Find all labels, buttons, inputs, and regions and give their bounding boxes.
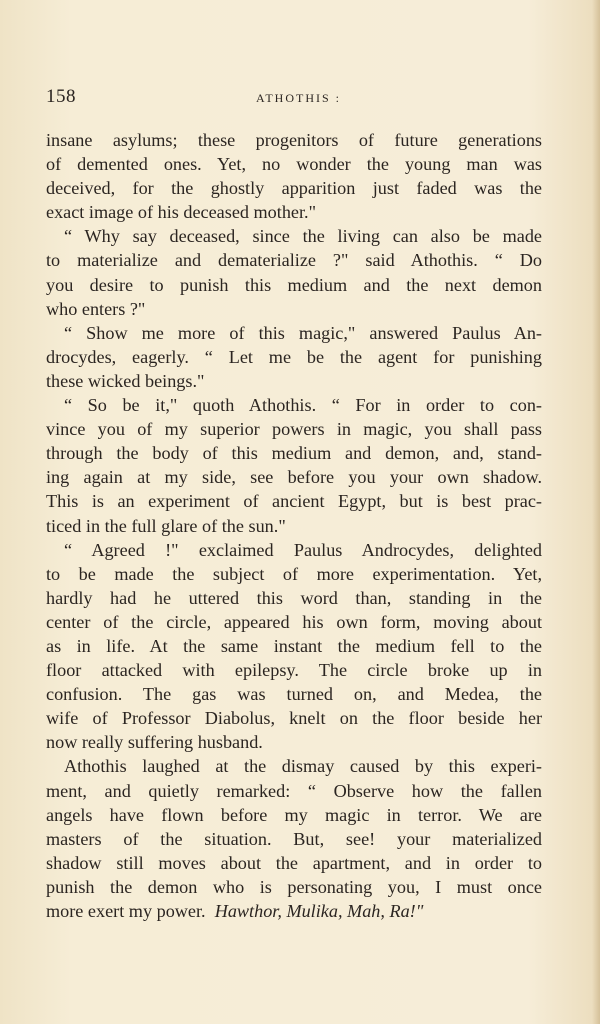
text-line: who enters ?" [46, 298, 146, 319]
text-line: ing again at my side, see before you your own shadow. [46, 467, 542, 488]
text-line: to materialize and dematerialize ?" said Athothis. “ Do [46, 250, 542, 271]
text-line: confusion. The gas was turned on, and Medea, the [46, 684, 542, 705]
text-line: now really suffering husband. [46, 732, 263, 753]
text-line: masters of the situation. But, see! your materialized [46, 828, 542, 849]
text-line: these wicked beings." [46, 370, 205, 391]
final-line-italic: Hawthor, Mulika, Mah, Ra!" [214, 901, 424, 921]
page-number: 158 [46, 86, 76, 107]
text-line: deceived, for the ghostly apparition just faded was the [46, 178, 542, 199]
page-header [46, 86, 542, 112]
running-head: ATHOTHIS : [256, 91, 341, 105]
text-line: angels have flown before my magic in terror. We are [46, 804, 542, 825]
text-line: ticed in the full glare of the sun." [46, 515, 286, 536]
body-text [46, 128, 542, 923]
text-line: vince you of my superior powers in magic, you shall pass [46, 419, 542, 440]
text-line: “ Agreed !" exclaimed Paulus Androcydes, delighted [64, 539, 542, 560]
text-line: of demented ones. Yet, no wonder the young man was [46, 154, 542, 175]
text-line: shadow still moves about the apartment, and in order to [46, 852, 542, 873]
text-line: “ Why say deceased, since the living can also be made [64, 226, 542, 247]
text-line: as in life. At the same instant the medium fell to the [46, 635, 542, 656]
text-line-final [46, 899, 542, 923]
final-line-text: more exert my power. [46, 901, 215, 921]
page-edge-shadow [592, 0, 600, 1024]
text-line: ment, and quietly remarked: “ Observe how the fallen [46, 780, 542, 801]
text-line: through the body of this medium and demon, and, stand- [46, 443, 542, 464]
text-line: drocydes, eagerly. “ Let me be the agent for punishing [46, 346, 542, 367]
text-line: floor attacked with epilepsy. The circle broke up in [46, 660, 542, 681]
text-line: exact image of his deceased mother." [46, 202, 317, 223]
text-line: Athothis laughed at the dismay caused by this experi- [64, 756, 542, 777]
text-line: “ So be it," quoth Athothis. “ For in order to con- [64, 395, 542, 416]
text-line: you desire to punish this medium and the next demon [46, 274, 542, 295]
text-line: This is an experiment of ancient Egypt, but is best prac- [46, 491, 542, 512]
text-line: wife of Professor Diabolus, knelt on the floor beside her [46, 708, 542, 729]
text-line: center of the circle, appeared his own form, moving about [46, 611, 542, 632]
text-line: insane asylums; these progenitors of future generations [46, 130, 542, 150]
text-line: punish the demon who is personating you, I must once [46, 876, 542, 897]
text-line: hardly had he uttered this word than, standing in the [46, 587, 542, 608]
text-line: “ Show me more of this magic," answered Paulus An- [64, 322, 542, 343]
text-line: to be made the subject of more experimentation. Yet, [46, 563, 542, 584]
